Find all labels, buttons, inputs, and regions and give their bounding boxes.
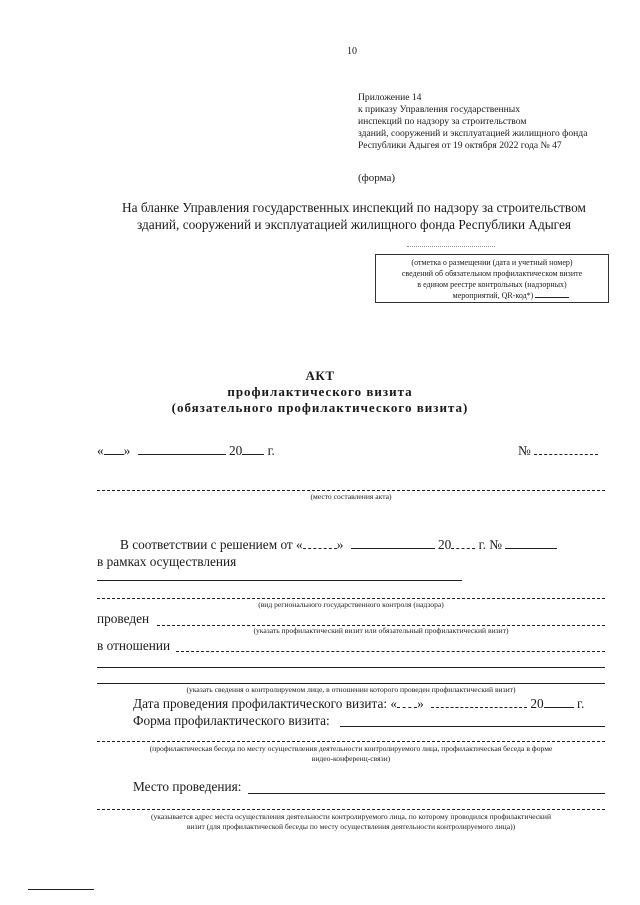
registry-line: в едином реестре контрольных (надзорных) xyxy=(417,280,567,289)
footnote-separator xyxy=(28,889,94,890)
visit-year-field[interactable] xyxy=(544,696,574,708)
control-line-2[interactable] xyxy=(97,598,605,599)
quote-close: » xyxy=(123,443,131,458)
visit-day-field[interactable] xyxy=(397,696,417,708)
visit-form-caption-1: (профилактическая беседа по месту осуществления деятельности контролируемого лица, профилактическая беседа в форме xyxy=(149,744,553,753)
decision-line xyxy=(120,537,557,553)
visit-date-label: Дата проведения профилактического визита: « xyxy=(133,696,398,711)
year-prefix: 20 xyxy=(228,443,243,458)
decision-day-field[interactable] xyxy=(303,537,337,549)
decision-quote-close: » xyxy=(336,537,344,552)
act-number-row xyxy=(518,443,598,459)
page-number: 10 xyxy=(347,46,357,57)
decision-year-prefix: 20 xyxy=(438,537,452,552)
month-field[interactable] xyxy=(138,443,226,455)
conducted-caption: (указать профилактический визит или обязательный профилактический визит) xyxy=(253,626,509,635)
year-suffix: г. xyxy=(267,443,275,458)
control-caption: (вид регионального государственного контроля (надзора) xyxy=(258,600,444,609)
visit-place-label: Место проведения: xyxy=(133,779,242,794)
year-field[interactable] xyxy=(242,443,264,455)
letterhead-line1: На бланке Управления государственных инспекций по надзору за строительством xyxy=(122,200,586,215)
visit-year-prefix: 20 xyxy=(530,696,544,711)
visit-form-line-2[interactable] xyxy=(97,741,605,742)
visit-date-row xyxy=(133,696,584,712)
visit-form-label: Форма профилактического визита: xyxy=(133,713,330,728)
day-field[interactable] xyxy=(104,443,124,455)
registry-line: сведений об обязательном профилактическом визите xyxy=(401,269,583,278)
decision-line2: в рамках осуществления xyxy=(97,554,237,569)
quote-open: « xyxy=(97,443,104,458)
act-date-row xyxy=(97,443,275,459)
registry-line: (отметка о размещении (дата и учетный номер) xyxy=(411,258,573,267)
regarding-caption: (указать сведения о контролируемом лице, в отношении которого проведен профилактический визит) xyxy=(186,685,516,694)
decision-number-field[interactable] xyxy=(505,537,557,549)
visit-place-line-1[interactable] xyxy=(248,793,605,794)
divider xyxy=(407,246,495,247)
control-line-1[interactable] xyxy=(97,580,462,581)
visit-place-caption-2: визит (для профилактической беседы по месту осуществления деятельности контролируемого лица)) xyxy=(186,822,516,831)
visit-place-line-2[interactable] xyxy=(97,809,605,810)
decision-month-field[interactable] xyxy=(351,537,435,549)
registry-line-text: мероприятий, QR-код*) xyxy=(452,291,534,300)
registry-line xyxy=(376,290,608,301)
regarding-line-1[interactable] xyxy=(176,651,605,652)
regarding-line-3[interactable] xyxy=(97,683,605,684)
letterhead-line2: зданий, сооружений и эксплуатацией жилищного фонда Республики Адыгея xyxy=(137,217,571,232)
appendix-line: Приложение 14 xyxy=(358,92,422,103)
decision-year-suffix: г. № xyxy=(478,537,502,552)
regarding-line-2[interactable] xyxy=(97,667,605,668)
conducted-label: проведен xyxy=(97,611,150,626)
visit-form-caption-2: видео-конференц-связи) xyxy=(311,754,391,763)
visit-year-suffix: г. xyxy=(577,696,585,711)
act-subtitle-2: (обязательного профилактического визита) xyxy=(171,400,469,415)
appendix-line: инспекций по надзору за строительством xyxy=(358,116,527,127)
registry-blank xyxy=(535,290,569,298)
decision-prefix: В соответствии с решением от « xyxy=(120,537,303,552)
decision-year-field[interactable] xyxy=(451,537,475,549)
form-label: (форма) xyxy=(358,172,396,184)
place-line[interactable] xyxy=(97,490,605,491)
registry-box xyxy=(375,254,609,303)
regarding-label: в отношении xyxy=(97,638,171,653)
visit-form-line-1[interactable] xyxy=(340,726,605,727)
place-caption: (место составления акта) xyxy=(310,492,392,501)
number-sign: № xyxy=(518,443,531,458)
appendix-line: к приказу Управления государственных xyxy=(358,104,521,115)
appendix-line: зданий, сооружений и эксплуатацией жилищного фонда xyxy=(358,128,588,139)
visit-place-caption-1: (указывается адрес места осуществления деятельности контролируемого лица, по которому проводился профилактический xyxy=(150,812,552,821)
act-title: АКТ xyxy=(305,368,335,383)
act-number-field[interactable] xyxy=(534,443,598,455)
act-subtitle: профилактического визита xyxy=(227,384,413,399)
visit-quote-close: » xyxy=(417,696,424,711)
visit-month-field[interactable] xyxy=(431,696,527,708)
appendix-line: Республики Адыгея от 19 октября 2022 года № 47 xyxy=(358,140,562,151)
